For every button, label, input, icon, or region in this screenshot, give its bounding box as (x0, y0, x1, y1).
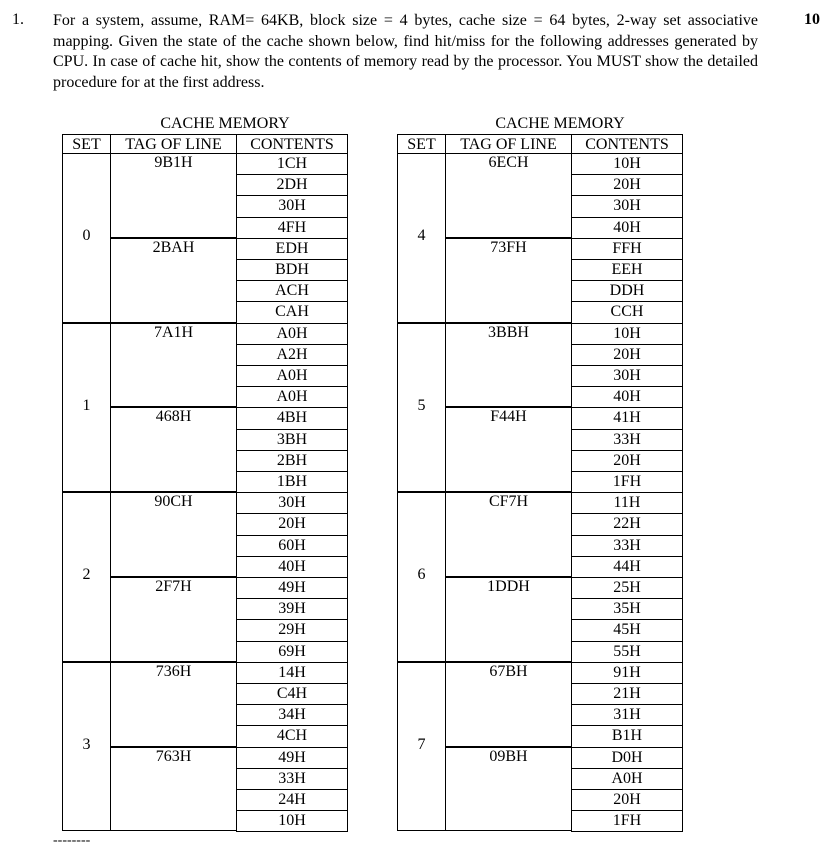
content-cell: 20H (571, 450, 683, 472)
cache-line (110, 577, 348, 662)
content-cell: 2BH (236, 450, 348, 472)
cache-line (445, 747, 683, 832)
cache-set (397, 662, 683, 832)
content-cell: 4FH (236, 217, 348, 239)
content-cell: 1BH (236, 471, 348, 493)
set-number: 5 (417, 396, 426, 414)
content-cell: 40H (571, 386, 683, 408)
content-cell: CCH (571, 301, 683, 323)
tag-cell: CF7H (445, 492, 572, 577)
set-number: 1 (82, 396, 91, 414)
table-caption: CACHE MEMORY (160, 115, 290, 132)
cache-line (110, 492, 348, 577)
tag-cell: 9B1H (110, 153, 237, 238)
header-tag: TAG OF LINE (445, 134, 572, 154)
content-cell: 4BH (236, 407, 348, 429)
content-cell: A0H (236, 386, 348, 408)
content-cell: EEH (571, 259, 683, 281)
question-text: For a system, assume, RAM= 64KB, block size = 4 bytes, cache size = 64 bytes, 2-way set associative mapping. Given the state of the cache shown below, find hit/miss for the following addresses generated by CPU. In case of cache hit, show the contents of memory read by the processor. You MUST show the detailed procedure for at the first address. (53, 12, 758, 92)
tag-cell: 1DDH (445, 577, 572, 662)
header-set: SET (397, 134, 446, 154)
content-cell: 91H (571, 662, 683, 684)
table-caption: CACHE MEMORY (495, 115, 625, 132)
content-cell: A0H (236, 323, 348, 345)
cache-line (110, 153, 348, 238)
set-number: 0 (82, 227, 91, 244)
content-cell: A0H (236, 365, 348, 387)
content-cell: 45H (571, 619, 683, 641)
content-cell: ACH (236, 280, 348, 302)
content-cell: 30H (571, 365, 683, 387)
cache-line (110, 407, 348, 492)
content-cell: 11H (571, 492, 683, 514)
header-set: SET (62, 134, 111, 154)
content-cell: 14H (236, 662, 348, 684)
content-cell: 29H (236, 619, 348, 641)
tag-cell: 09BH (445, 747, 572, 832)
set-number: 4 (417, 227, 426, 244)
content-cell: BDH (236, 259, 348, 281)
cache-set (397, 323, 683, 493)
content-cell: 22H (571, 513, 683, 535)
cache-line (445, 577, 683, 662)
content-cell: 10H (571, 323, 683, 345)
content-cell: CAH (236, 301, 348, 323)
content-cell: 10H (236, 810, 348, 832)
content-cell: 31H (571, 704, 683, 726)
cache-line (445, 153, 683, 238)
question-number: 1. (12, 11, 24, 28)
content-cell: FFH (571, 238, 683, 260)
tag-cell: 90CH (110, 492, 237, 577)
content-cell: 30H (571, 195, 683, 217)
content-cell: 39H (236, 598, 348, 620)
header-contents: CONTENTS (571, 134, 683, 154)
tag-cell: 7A1H (110, 323, 237, 408)
cache-line (445, 323, 683, 408)
cache-line (110, 662, 348, 747)
content-cell: DDH (571, 280, 683, 302)
cache-line (445, 407, 683, 492)
cache-line (110, 238, 348, 323)
cache-set (62, 492, 348, 662)
tag-cell: 763H (110, 747, 237, 832)
content-cell: A0H (571, 768, 683, 790)
content-cell: C4H (236, 683, 348, 705)
cache-set (62, 153, 348, 323)
content-cell: 33H (571, 429, 683, 451)
content-cell: 24H (236, 789, 348, 811)
content-cell: 49H (236, 747, 348, 769)
content-cell: 25H (571, 577, 683, 599)
tag-cell: 2F7H (110, 577, 237, 662)
content-cell: 30H (236, 492, 348, 514)
content-cell: D0H (571, 747, 683, 769)
content-cell: 30H (236, 195, 348, 217)
content-cell: 10H (571, 153, 683, 175)
cache-set (62, 323, 348, 493)
content-cell: 34H (236, 704, 348, 726)
content-cell: 40H (236, 556, 348, 578)
content-cell: 33H (236, 768, 348, 790)
cache-line (445, 662, 683, 747)
content-cell: 1FH (571, 471, 683, 493)
header-tag: TAG OF LINE (110, 134, 237, 154)
content-cell: A2H (236, 344, 348, 366)
set-number: 7 (417, 735, 426, 753)
cache-set (62, 662, 348, 832)
content-cell: 60H (236, 535, 348, 557)
footer-dashes: -------- (53, 833, 91, 848)
tag-cell: 736H (110, 662, 237, 747)
content-cell: 20H (571, 344, 683, 366)
content-cell: 20H (236, 513, 348, 535)
cache-line (445, 238, 683, 323)
set-number: 6 (417, 566, 426, 584)
tag-cell: 67BH (445, 662, 572, 747)
content-cell: 21H (571, 683, 683, 705)
content-cell: 3BH (236, 429, 348, 451)
content-cell: 44H (571, 556, 683, 578)
tag-cell: 73FH (445, 238, 572, 323)
content-cell: 20H (571, 789, 683, 811)
content-cell: 1CH (236, 153, 348, 175)
content-cell: EDH (236, 238, 348, 260)
cache-line (110, 323, 348, 408)
tag-cell: F44H (445, 407, 572, 492)
set-number: 3 (82, 735, 91, 753)
content-cell: 35H (571, 598, 683, 620)
cache-line (110, 747, 348, 832)
content-cell: 55H (571, 641, 683, 663)
tag-cell: 3BBH (445, 323, 572, 408)
cache-set (397, 492, 683, 662)
tag-cell: 2BAH (110, 238, 237, 323)
content-cell: 41H (571, 407, 683, 429)
content-cell: 1FH (571, 810, 683, 832)
cache-set (397, 153, 683, 323)
cache-line (445, 492, 683, 577)
header-contents: CONTENTS (236, 134, 348, 154)
content-cell: 2DH (236, 174, 348, 196)
content-cell: 20H (571, 174, 683, 196)
question-marks: 10 (804, 11, 820, 28)
set-number: 2 (82, 566, 91, 584)
tag-cell: 468H (110, 407, 237, 492)
content-cell: 4CH (236, 725, 348, 747)
content-cell: 40H (571, 217, 683, 239)
content-cell: 49H (236, 577, 348, 599)
tag-cell: 6ECH (445, 153, 572, 238)
content-cell: B1H (571, 725, 683, 747)
content-cell: 33H (571, 535, 683, 557)
content-cell: 69H (236, 641, 348, 663)
